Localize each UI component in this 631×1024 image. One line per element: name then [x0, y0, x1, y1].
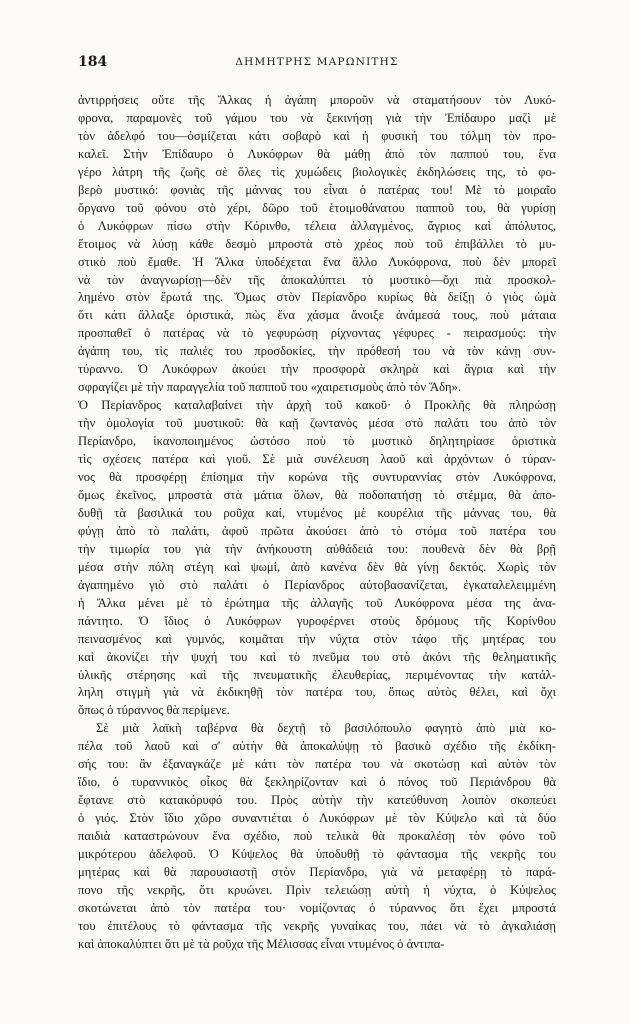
text-line: τύραννο. Ὁ Λυκόφρων ἀκούει τὴν προσφορὰ σκληρὰ καὶ ἄγρια καὶ τὴν [78, 362, 556, 377]
text-line: πέλα τοῦ λαοῦ καὶ σ' αὐτὴν θὰ ἀποκαλύψῃ τὸ βασικὸ σχέδιο τῆς ἐκδίκη- [78, 739, 556, 754]
text-line: ὁ Λυκόφρων πίσω στὴν Κόρινθο, τέλεια ἀλλαγμένος, ἄγριος καὶ ἀπόλυτος, [78, 218, 556, 233]
text-line: φρονα, παραμονὲς τοῦ γάμου του νὰ ξεκινήσῃ γιὰ τὴν Ἐπίδαυρο μαζὶ μὲ [78, 110, 556, 125]
text-line: παιδιὰ καταστρώνουν ἕνα σχέδιο, ποὺ τελικὰ θὰ προκαλέσῃ τὸν φόνο τοῦ [78, 829, 556, 844]
text-line: πάντητο. Ὁ ἴδιος ὁ Λυκόφρων γυροφέρνει στοὺς δρόμους τῆς Κορίνθου [78, 613, 556, 628]
page-header [78, 54, 556, 74]
text-line: δυθῇ τὰ βασιλικά του ροῦχα καί, ντυμένος μὲ κουρέλια τῆς μάννας του, θὰ [78, 505, 556, 520]
text-line: του ἐπιτέλους τὸ φάντασμα τῆς νεκρῆς γυναίκας του, πάει νὰ τὸ ἀγκαλιάσῃ [78, 918, 556, 933]
text-line: νὰ τὸν ἀναγνωρίσῃ—δὲν τῆς ἀποκαλύπτει τὸ μυστικὸ—ὄχι πιὰ προσκολ- [78, 272, 556, 287]
text-line: φύγῃ ἀπὸ τὸ παλάτι, ἀφοῦ πρῶτα ἀκούσει ἀπὸ τὸ στόμα τοῦ πατέρα του [78, 523, 556, 538]
running-head: ΔΗΜΗΤΡΗΣ ΜΑΡΩΝΙΤΗΣ [235, 56, 399, 68]
text-line: ἀγαπημένο γιὸ στὸ παλάτι ὁ Περίανδρος αὐτοβασανίζεται, ἐγκαταλελειμμένη [78, 577, 556, 592]
text-line: μέσα στὴν πόλη στέγη καὶ ψωμί, ἀπὸ κανένα δὲν θὰ γίνῃ δεκτός. Χωρὶς τὸν [78, 559, 556, 574]
text-line: Σὲ μιὰ λαϊκὴ ταβέρνα θὰ δεχτῇ τὸ βασιλόπουλο φαγητὸ ἀπὸ μιὰ κο- [96, 721, 556, 736]
text-line: μικρότερου ἀδελφοῦ. Ὁ Κύψελος θὰ ὑποδυθῇ τὸ φάντασμα τῆς νεκρῆς του [78, 847, 556, 862]
paragraph [78, 397, 556, 720]
text-line: πεινασμένος καὶ γυμνός, κοιμᾶται τὴν νύχτα στὸν τάφο τῆς μητέρας του [78, 631, 556, 646]
text-line: ἀγάπη του, τὶς παλιές του προσδοκίες, τὴν πρόθεσή του νὰ τὸν κάνῃ συν- [78, 344, 556, 359]
text-line: λημένο στὸν ἔρωτά της. Ὅμως στὸν Περίανδρο κυρίως θὰ δείξῃ ὁ γιὸς ὠμὰ [78, 290, 556, 305]
text-line: ληλη στιγμὴ γιὰ νὰ ἐκδικηθῇ τὸν πατέρα του, ὅπως αὐτὸς θέλει, καὶ ὄχι [78, 685, 556, 700]
text-line: μητέρας καὶ θὰ παρουσιαστῇ στὸν Περίανδρο, γιὰ νὰ μεταφέρῃ τὸ παρά- [78, 864, 556, 879]
paragraph [78, 92, 556, 397]
page-number: 184 [78, 54, 108, 70]
text-line: ὅπως ὁ τύραννος θὰ περίμενε. [78, 703, 230, 718]
text-line: βερὸ μυστικό: φονιὰς τῆς μάννας του εἶναι ὁ πατέρας του! Μὲ τὸ μοιραῖο [78, 182, 556, 197]
text-line: τὴν τιμωρία του γιὰ τὴν ἀνήκουστη αὐθάδειά του: πουθενὰ δὲν θὰ βρῇ [78, 541, 556, 556]
text-line: ἔφτανε στὸ κατακόρυφό του. Πρὸς αὐτὴν τὴν κατεύθυνση λοιπὸν σκοπεύει [78, 793, 556, 808]
text-line: καὶ ἀκονίζει τὴν ψυχή του καὶ τὸ πνεῦμα του στὸ ἀκόνι τῆς θεληματικῆς [78, 649, 556, 664]
body-text [78, 92, 556, 954]
text-line: τὸν ἀδελφό του—ὀσμίζεται κάτι σοβαρὸ καὶ ἡ φυσική του τόλμη τὸν προ- [78, 128, 556, 143]
text-line: σής του: ἂν ἐξαναγκάζε μὲ κάτι τὸν πατέρα του νὰ σκοτώσῃ καὶ αὐτὸν τὸν [78, 757, 556, 772]
text-line: ἴδιο, ὁ τυραννικὸς οἶκος θὰ ξεκληρίζονταν καὶ ὁ πόνος τοῦ Περιάνδρου θὰ [78, 775, 556, 790]
text-line: πονο τῆς νεκρῆς, ὅτι κρυώνει. Πρὶν τελειώσῃ αὐτὴ ἡ νύχτα, ὁ Κύψελος [78, 882, 556, 897]
text-line: νος θὰ προσφέρῃ ἐπίσημα τὴν κορώνα τῆς συντυραννίας στὸν Λυκόφρονα, [78, 470, 556, 485]
text-line: ἀντιρρήσεις οὔτε τῆς Ἄλκας ἡ ἀγάπη μποροῦν νὰ σταματήσουν τὸν Λυκό- [78, 93, 556, 107]
text-line: ἕτοιμος νὰ λύσῃ κάθε δεσμὸ μπροστὰ στὸ χρέος ποὺ τοῦ ἐπιβάλλει τὸ μυ- [78, 236, 556, 251]
text-line: τὴν ὁμολογία τοῦ μυστικοῦ: θὰ καῇ ζωντανὸς μέσα στὸ παλάτι του ἀπὸ τὸν [78, 416, 556, 431]
text-line: καλεῖ. Στὴν Ἐπίδαυρο ὁ Λυκόφρων θὰ μάθῃ ἀπὸ τὸν παππού του, ἕνα [78, 146, 556, 161]
text-line: καὶ ἀποκαλύπτει ὅτι μὲ τὰ ροῦχα τῆς Μέλισσας εἶναι ντυμένος ὁ ἀντιπα- [78, 936, 445, 951]
text-line: γέρο λάτρη τῆς ζωῆς σὲ ὅλες τὶς χυμώδεις βιολογικὲς ἐκδηλώσεις της, τὸ φο- [78, 164, 556, 179]
text-line: Περίανδρο, ἱκανοποιημένος ὡστόσο ποὺ τὸ μυστικὸ δηλητηρίασε ὁριστικὰ [78, 434, 556, 449]
text-line: ὄργανο τοῦ φόνου στὸ χέρι, δῶρο τοῦ ἑτοιμοθάνατου παπποῦ του, θὰ γυρίσῃ [78, 200, 556, 215]
text-line: ὁ γιός. Στὸν ἴδιο χῶρο συναντιέται ὁ Λυκόφρων μὲ τὸν Κύψελο καὶ τὰ δύο [78, 811, 556, 826]
text-line: ἡ Ἄλκα μένει μὲ τὸ ἐρώτημα τῆς ἀλλαγῆς τοῦ Λυκόφρονα μέσα της ἀνα- [78, 595, 556, 610]
text-line: σκοτώνεται ἀπὸ τὸν πατέρα του· νομίζοντας ὁ τύραννος ὅτι ἔχει μπροστά [78, 900, 556, 915]
text-line: ὑλικῆς στέρησης καὶ τῆς πνευματικῆς ἐλευθερίας, περιμένοντας τὴν κατάλ- [78, 667, 556, 682]
paragraph [78, 720, 556, 953]
text-line: τὶς σχέσεις πατέρα καὶ γιοῦ. Σὲ μιὰ συνέλευση λαοῦ καὶ ἀρχόντων ὁ τύραν- [78, 452, 556, 467]
text-line: ὅτι κάτι ἄλλαξε ὁριστικά, πὼς ἕνα χάσμα ἄνοιξε ἀνάμεσά τους, ποὺ μάταια [78, 308, 556, 323]
text-line: σφραγίζει μὲ τὴν παραγγελία τοῦ παπποῦ του «χαιρετισμοὺς ἀπὸ τὸν Ἅδη». [78, 380, 462, 395]
text-line: στικὸ ποὺ ἔμαθε. Ἡ Ἄλκα ὑποδέχεται ἕνα ἄλλο Λυκόφρονα, ποὺ δὲν μπορεῖ [78, 254, 556, 269]
text-line: ὅμως ἐκεῖνος, μπροστὰ στὰ μάτια ὅλων, θὰ ποδοπατήσῃ τὸ στέμμα, θὰ ἀπο- [78, 487, 556, 502]
text-line: προσπαθεῖ ὁ πατέρας νὰ τὸ γεφυρώσῃ ρίχνοντας γέφυρες - πειρασμούς: τὴν [78, 326, 556, 341]
text-line: Ὁ Περίανδρος καταλαβαίνει τὴν ἀρχὴ τοῦ κακοῦ· ὁ Προκλῆς θὰ πληρώσῃ [78, 398, 556, 413]
